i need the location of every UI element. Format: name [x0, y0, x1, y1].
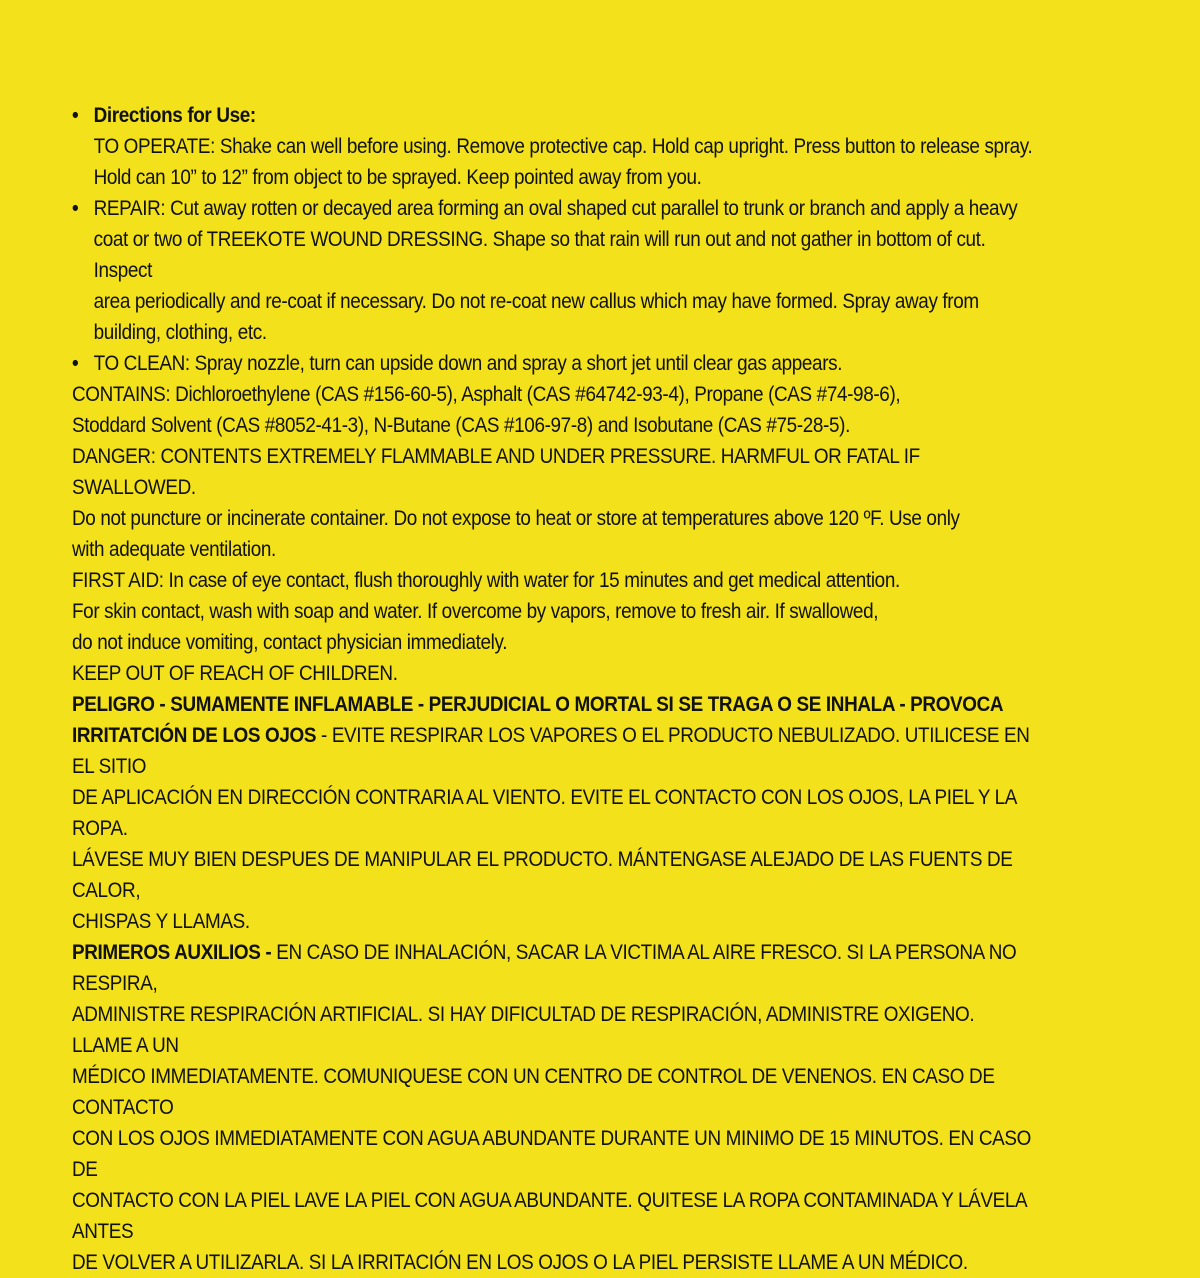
- danger-line: Do not puncture or incinerate container. Do not expose to heat or store at temperatures above 120 ºF. Use only: [72, 507, 960, 530]
- primeros-line: CONTACTO CON LA PIEL LAVE LA PIEL CON AGUA ABUNDANTE. QUITESE LA ROPA CONTAMINADA Y LÁVELA ANTES: [72, 1189, 1027, 1243]
- primeros-line: DE VOLVER A UTILIZARLA. SI LA IRRITACIÓN EN LOS OJOS O LA PIEL PERSISTE LLAME A UN MÉDICO.: [72, 1251, 968, 1274]
- first-aid-line: do not induce vomiting, contact physician immediately.: [72, 631, 508, 654]
- repair-line: area periodically and re-coat if necessary. Do not re-coat new callus which may have formed. Spray away from: [93, 290, 979, 313]
- repair-line: coat or two of TREEKOTE WOUND DRESSING. Shape so that rain will run out and not gather in bottom of cut. Inspect: [93, 228, 986, 282]
- first-aid-paragraph: [72, 565, 1035, 658]
- first-aid-line: For skin contact, wash with soap and water. If overcome by vapors, remove to fresh air. If swallowed,: [72, 600, 879, 623]
- peligro-heading: PELIGRO - SUMAMENTE INFLAMABLE - PERJUDICIAL O MORTAL SI SE TRAGA O SE INHALA - PROVOCA: [72, 693, 1004, 716]
- peligro-line: CHISPAS Y LLAMAS.: [72, 910, 250, 933]
- danger-paragraph: [72, 441, 1035, 565]
- bullet-icon: •: [72, 104, 79, 127]
- primeros-bold-lead: PRIMEROS AUXILIOS -: [72, 941, 272, 964]
- clean-section: [72, 348, 1035, 379]
- directions-section: [72, 100, 1035, 193]
- primeros-auxilios-paragraph: [72, 937, 1035, 1278]
- keep-out-warning: KEEP OUT OF REACH OF CHILDREN.: [72, 662, 398, 685]
- contains-line: Stoddard Solvent (CAS #8052-41-3), N-Butane (CAS #106-97-8) and Isobutane (CAS #75-28-5).: [72, 414, 850, 437]
- peligro-line: DE APLICACIÓN EN DIRECCIÓN CONTRARIA AL VIENTO. EVITE EL CONTACTO CON LOS OJOS, LA PIEL Y LA ROPA.: [72, 786, 1017, 840]
- primeros-line: ADMINISTRE RESPIRACIÓN ARTIFICIAL. SI HAY DIFICULTAD DE RESPIRACIÓN, ADMINISTRE OXIGENO. LLAME A UN: [72, 1003, 975, 1057]
- primeros-line: MÉDICO IMMEDIATAMENTE. COMUNIQUESE CON UN CENTRO DE CONTROL DE VENENOS. EN CASO DE CONTACTO: [72, 1065, 995, 1119]
- peligro-paragraph: [72, 689, 1035, 937]
- directions-heading: Directions for Use:: [93, 104, 256, 127]
- danger-line: DANGER: CONTENTS EXTREMELY FLAMMABLE AND UNDER PRESSURE. HARMFUL OR FATAL IF SWALLOWED.: [72, 445, 920, 499]
- operate-paragraph: [94, 131, 1035, 193]
- label-text-block: [72, 100, 1035, 1278]
- repair-paragraph: [94, 193, 1035, 348]
- danger-line: with adequate ventilation.: [72, 538, 276, 561]
- primeros-line: CON LOS OJOS IMMEDIATAMENTE CON AGUA ABUNDANTE DURANTE UN MINIMO DE 15 MINUTOS. EN CASO DE: [72, 1127, 1031, 1181]
- contains-paragraph: [72, 379, 1035, 441]
- repair-section: [72, 193, 1035, 348]
- repair-line: building, clothing, etc.: [93, 321, 267, 344]
- clean-paragraph: TO CLEAN: Spray nozzle, turn can upside down and spray a short jet until clear gas appears.: [93, 352, 843, 375]
- bullet-icon: •: [72, 197, 79, 220]
- first-aid-line: FIRST AID: In case of eye contact, flush thoroughly with water for 15 minutes and get medical attention.: [72, 569, 900, 592]
- peligro-line: LÁVESE MUY BIEN DESPUES DE MANIPULAR EL PRODUCTO. MÁNTENGASE ALEJADO DE LAS FUENTS DE CALOR,: [72, 848, 1013, 902]
- operate-line: TO OPERATE: Shake can well before using. Remove protective cap. Hold cap upright. Press button to release spray.: [93, 135, 1033, 158]
- peligro-rest: - EVITE RESPIRAR LOS VAPORES O EL PRODUCTO NEBULIZADO. UTILICESE EN EL SITIO: [72, 724, 1030, 778]
- peligro-first-line: [72, 720, 1035, 782]
- repair-line: REPAIR: Cut away rotten or decayed area forming an oval shaped cut parallel to trunk or branch and apply a heavy: [93, 197, 1018, 220]
- peligro-bold-lead: IRRITATCIÓN DE LOS OJOS: [72, 724, 317, 747]
- bullet-icon: •: [72, 352, 79, 375]
- primeros-first-line: [72, 937, 1035, 999]
- contains-line: CONTAINS: Dichloroethylene (CAS #156-60-5), Asphalt (CAS #64742-93-4), Propane (CAS #74-98-6),: [72, 383, 901, 406]
- operate-line: Hold can 10” to 12” from object to be sprayed. Keep pointed away from you.: [93, 166, 702, 189]
- primeros-rest: EN CASO DE INHALACIÓN, SACAR LA VICTIMA AL AIRE FRESCO. SI LA PERSONA NO RESPIRA,: [72, 941, 1017, 995]
